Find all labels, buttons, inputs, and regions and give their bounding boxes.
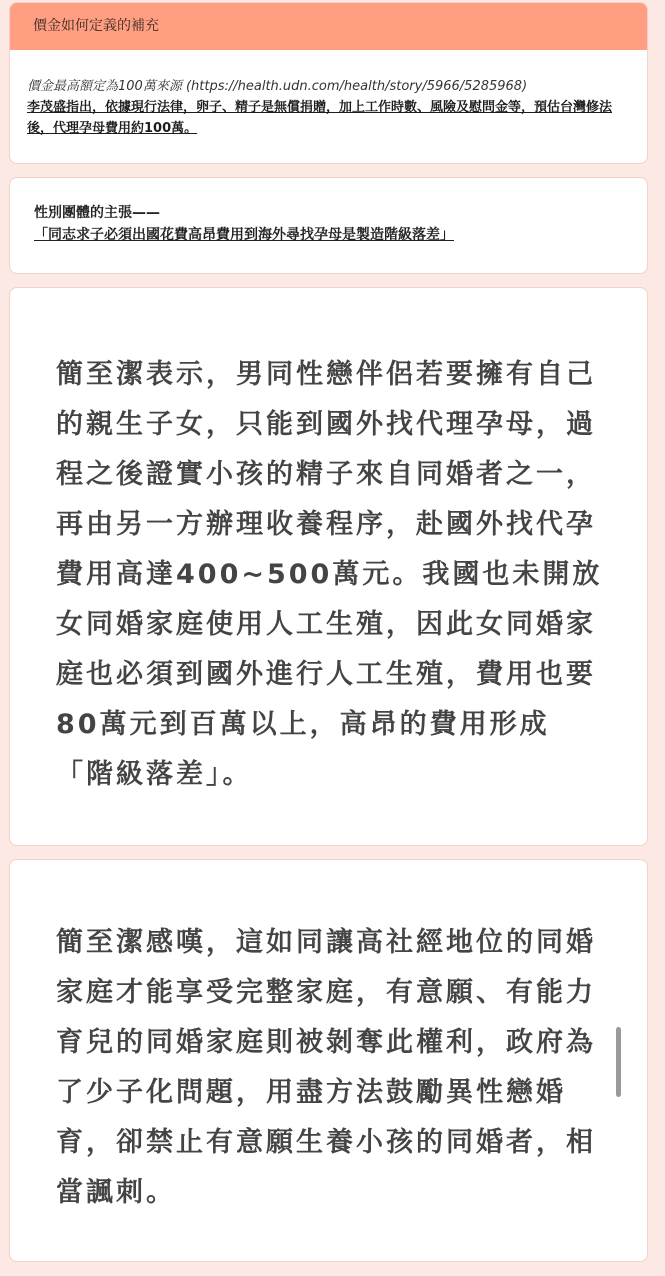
source-url-link[interactable]: (https://health.udn.com/health/story/5966/5285968)	[185, 79, 528, 94]
source-line	[27, 76, 631, 97]
supplement-card-body	[10, 50, 647, 139]
supplement-card	[9, 2, 648, 164]
gender-group-card	[9, 177, 648, 274]
supplement-summary: 李茂盛指出，依據現行法律，卵子、精子是無償捐贈，加上工作時數、風險及慰問金等，預估台灣修法後，代理孕母費用約100萬。	[27, 100, 613, 136]
quote-card-1	[9, 287, 648, 846]
quote-card-2	[9, 859, 648, 1262]
quote-text-1: 簡至潔表示，男同性戀伴侶若要擁有自己的親生子女，只能到國外找代理孕母，過程之後證實小孩的精子來自同婚者之一，再由另一方辦理收養程序，赴國外找代孕費用高達400~500萬元。我國也未開放女同婚家庭使用人工生殖，因此女同婚家庭也必須到國外進行人工生殖，費用也要80萬元到百萬以上，高昂的費用形成「階級落差」。	[56, 359, 603, 790]
scrollbar-thumb[interactable]	[616, 1027, 621, 1097]
supplement-card-header: 價金如何定義的補充	[10, 3, 647, 50]
gender-group-title: 性別團體的主張——	[34, 205, 160, 221]
gender-group-claim: 「同志求子必須出國花費高昂費用到海外尋找孕母是製造階級落差」	[34, 227, 454, 243]
source-label: 價金最高額定為100萬來源	[27, 79, 182, 94]
quote-text-2: 簡至潔感嘆，這如同讓高社經地位的同婚家庭才能享受完整家庭，有意願、有能力育兒的同婚家庭則被剝奪此權利，政府為了少子化問題，用盡方法鼓勵異性戀婚育，卻禁止有意願生養小孩的同婚者，相當諷刺。	[56, 927, 596, 1208]
